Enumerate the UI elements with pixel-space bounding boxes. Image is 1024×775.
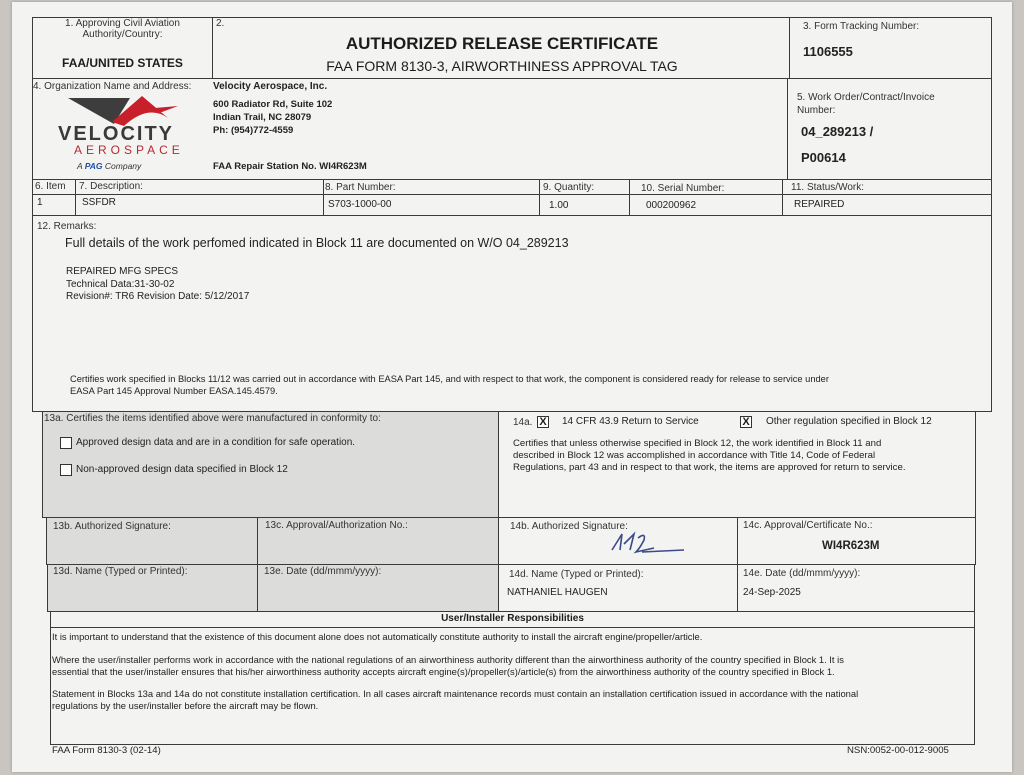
approval-certificate-number: WI4R623M (822, 540, 880, 552)
signature-image (602, 526, 692, 560)
part-number-header: 8. Part Number: (325, 182, 396, 193)
invoice-number: P00614 (801, 150, 846, 165)
quantity: 1.00 (549, 200, 569, 211)
certificate-page (12, 2, 1012, 772)
signer-name: NATHANIEL HAUGEN (507, 587, 608, 598)
work-order-number: 04_289213 / (801, 124, 874, 139)
status-header: 11. Status/Work: (791, 182, 864, 193)
block-13c-label: 13c. Approval/Authorization No.: (265, 520, 408, 531)
responsibilities-paragraph-2a: Where the user/installer performs work in accordance with the national regulations of an airworthiness authority different than the airworthiness authority of the country specified in Block 1. It is (52, 654, 844, 665)
block-1-label: 1. Approving Civil Aviation Authority/Country: (65, 18, 180, 40)
non-approved-design-checkbox[interactable] (60, 464, 72, 476)
easa-statement-1: Certifies work specified in Blocks 11/12 was carried out in accordance with EASA Part 145, and with respect to that work, the component is considered ready for release to service under (70, 374, 829, 384)
items-data-row (32, 194, 992, 216)
block-14d-label: 14d. Name (Typed or Printed): (509, 569, 644, 580)
block-14b-label: 14b. Authorized Signature: (510, 521, 628, 532)
block-13b-label: 13b. Authorized Signature: (53, 521, 171, 532)
address-line-2: Indian Trail, NC 28079 (213, 112, 312, 123)
block-2-label: 2. (216, 18, 225, 29)
logo-tag-brand: PAG (84, 161, 103, 171)
block-14a-statement-1: Certifies that unless otherwise specified in Block 12, the work identified in Block 11 and (513, 438, 882, 449)
certificate-subtitle: FAA FORM 8130-3, AIRWORTHINESS APPROVAL TAG (326, 58, 678, 74)
remarks-line-2: REPAIRED MFG SPECS (66, 266, 179, 277)
remarks-line-4: Revision#: TR6 Revision Date: 5/12/2017 (66, 291, 250, 302)
logo-subtitle: AEROSPACE (74, 143, 184, 157)
responsibilities-body (50, 627, 975, 745)
block-14a-label: 14a. (513, 417, 533, 428)
responsibilities-paragraph-1: It is important to understand that the existence of this document alone does not automatically constitute authority to install the aircraft engine/propeller/article. (52, 631, 703, 642)
item-description: SSFDR (82, 197, 116, 208)
status-work: REPAIRED (794, 199, 845, 210)
velocity-logo (50, 92, 200, 177)
responsibilities-paragraph-3b: regulations by the user/installer before the aircraft may be flown. (52, 700, 319, 711)
repair-station-number: FAA Repair Station No. WI4R623M (213, 161, 367, 172)
logo-tagline (77, 161, 141, 171)
remarks-line-3: Technical Data:31-30-02 (66, 279, 175, 290)
remarks-label: 12. Remarks: (37, 221, 97, 232)
block-14c-label: 14c. Approval/Certificate No.: (743, 520, 873, 531)
block-13e-label: 13e. Date (dd/mmm/yyyy): (264, 566, 382, 577)
logo-tag-prefix: A (77, 161, 83, 171)
return-to-service-label: 14 CFR 43.9 Return to Service (562, 416, 699, 427)
description-header: 7. Description: (79, 181, 143, 192)
phone-number: Ph: (954)772-4559 (213, 125, 294, 136)
block-13d-label: 13d. Name (Typed or Printed): (53, 566, 188, 577)
serial-number-header: 10. Serial Number: (641, 183, 725, 194)
easa-statement-2: EASA Part 145 Approval Number EASA.145.4579. (70, 386, 278, 396)
responsibilities-paragraph-3a: Statement in Blocks 13a and 14a do not constitute installation certification. In all cases aircraft maintenance records must contain an installation certification issued in accordance with the national (52, 688, 859, 699)
approved-design-checkbox[interactable] (60, 437, 72, 449)
approved-design-label: Approved design data and are in a condition for safe operation. (76, 437, 356, 448)
block-14a-statement-3: Regulations, part 43 and in respect to that work, the items are approved for return to service. (513, 462, 906, 473)
block-14a-statement-2: described in Block 12 was accomplished in accordance with Title 14, Code of Federal (513, 450, 876, 461)
block-5-label: 5. Work Order/Contract/Invoice Number: (797, 92, 935, 116)
return-to-service-checkbox[interactable]: X (537, 416, 549, 428)
block-13a-label: 13a. Certifies the items identified above were manufactured in conformity to: (44, 413, 381, 424)
responsibilities-paragraph-2b: essential that the user/installer ensures that his/her airworthiness authority accepts aircraft engine(s)/propeller(s)/article(s) from the airworthiness authority of the country specified in Block 1. (52, 666, 835, 677)
other-regulation-label: Other regulation specified in Block 12 (766, 416, 932, 427)
non-approved-design-label: Non-approved design data specified in Block 12 (76, 464, 288, 475)
other-regulation-checkbox[interactable]: X (740, 416, 752, 428)
item-header: 6. Item (35, 181, 66, 192)
logo-tag-suffix: Company (104, 161, 142, 171)
remarks-line-1: Full details of the work perfomed indicated in Block 11 are documented on W/O 04_289213 (65, 236, 569, 250)
form-number-footer: FAA Form 8130-3 (02-14) (52, 745, 161, 756)
part-number: S703-1000-00 (328, 199, 392, 210)
logo-wordmark: VELOCITY (58, 123, 175, 145)
organization-name: Velocity Aerospace, Inc. (213, 81, 328, 92)
responsibilities-title: User/Installer Responsibilities (441, 613, 584, 624)
serial-number: 000200962 (646, 200, 697, 211)
address-line-1: 600 Radiator Rd, Suite 102 (213, 99, 333, 110)
block-3-label: 3. Form Tracking Number: (803, 21, 920, 32)
approving-authority-value: FAA/UNITED STATES (62, 56, 183, 70)
block-14e-label: 14e. Date (dd/mmm/yyyy): (743, 568, 861, 579)
certificate-title: AUTHORIZED RELEASE CERTIFICATE (345, 34, 659, 53)
form-tracking-number: 1106555 (803, 44, 853, 59)
quantity-header: 9. Quantity: (543, 182, 595, 193)
signature-date: 24-Sep-2025 (743, 587, 801, 598)
block-4-label: 4. Organization Name and Address: (33, 81, 192, 92)
nsn-footer: NSN:0052-00-012-9005 (847, 745, 949, 756)
item-number: 1 (37, 197, 43, 208)
